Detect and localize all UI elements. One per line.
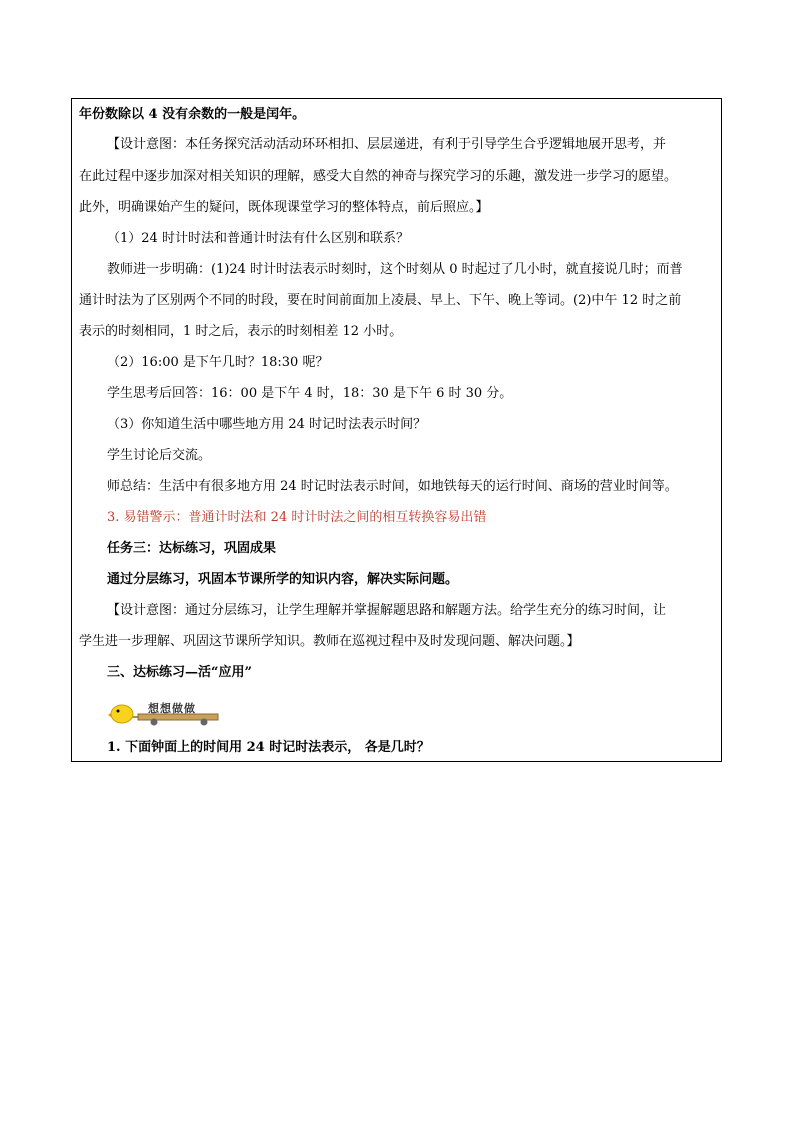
text-line: 师总结：生活中有很多地方用 24 时记时法表示时间，如地铁每天的运行时间、商场的营业时间等。 xyxy=(107,479,678,494)
text-line: 此外，明确课始产生的疑问，既体现课堂学习的整体特点，前后照应。】 xyxy=(79,200,489,215)
exercise-question: 1. 下面钟面上的时间用 24 时记时法表示， 各是几时？ xyxy=(107,740,430,755)
question-2: （2）16:00 是下午几时？18:30 呢？ xyxy=(107,355,329,370)
design-intent: 【设计意图：通过分层练习，让学生理解并掌握解题思路和解题方法。给学生充分的练习时间，让 xyxy=(107,603,667,618)
text-line: 在此过程中逐步加深对相关知识的理解，感受大自然的神奇与探究学习的乐趣，激发进一步学习的愿望。 xyxy=(79,169,678,184)
task-title: 任务三：达标练习，巩固成果 xyxy=(107,541,277,556)
text-line: 通计时法为了区别两个不同的时段，要在时间前面加上凌晨、早上、下午、晚上等词。(2)中午 12 时之前 xyxy=(79,293,682,308)
badge-label: 想想做做 xyxy=(148,702,196,715)
question-1: （1）24 时计时法和普通计时法有什么区别和联系？ xyxy=(107,231,409,246)
text-line: 学生讨论后交流。 xyxy=(107,448,212,463)
text-line: 学生进一步理解、巩固这节课所学知识。教师在巡视过程中及时发现问题、解决问题。】 xyxy=(79,634,580,649)
question-3: （3）你知道生活中哪些地方用 24 时记时法表示时间？ xyxy=(107,417,427,432)
text-line: 表示的时刻相同，1 时之后，表示的时刻相差 12 小时。 xyxy=(79,324,403,339)
text-line: 年份数除以 4 没有余数的一般是闰年。 xyxy=(79,107,306,122)
design-intent: 【设计意图：本任务探究活动活动环环相扣、层层递进，有利于引导学生合乎逻辑地展开思考，并 xyxy=(107,137,667,152)
text-line: 学生思考后回答：16：00 是下午 4 时，18：30 是下午 6 时 30 分。 xyxy=(107,386,513,401)
practice-badge xyxy=(108,697,220,727)
error-warning: 3. 易错警示：普通计时法和 24 时计时法之间的相互转换容易出错 xyxy=(107,510,487,525)
section-heading: 三、达标练习—活“应用” xyxy=(107,665,252,680)
text-line: 教师进一步明确：(1)24 时计时法表示时刻时，这个时刻从 0 时起过了几小时，就直接说几时；而普 xyxy=(107,262,683,277)
content-frame xyxy=(71,98,722,762)
text-line: 通过分层练习，巩固本节课所学的知识内容，解决实际问题。 xyxy=(107,572,459,587)
